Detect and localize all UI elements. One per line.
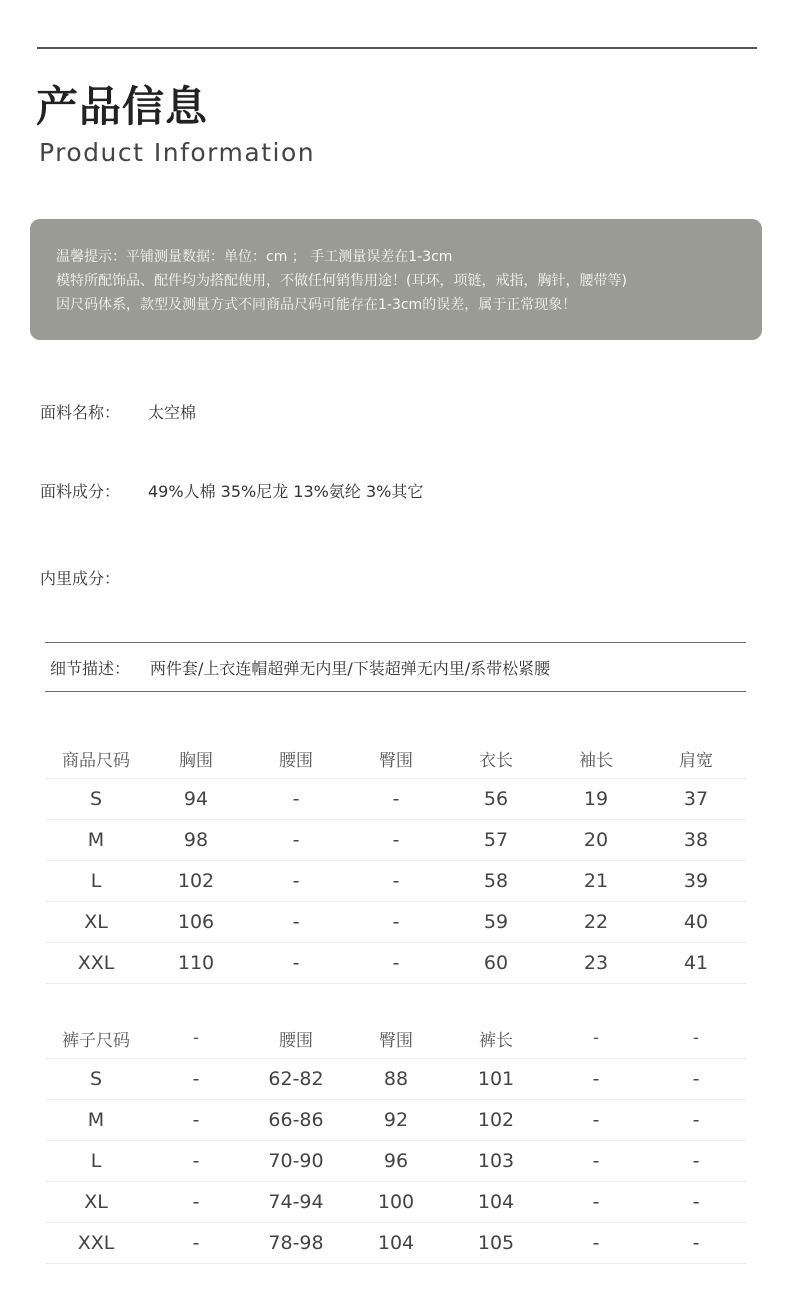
table-cell: 104 [346,1223,446,1264]
table-cell: 39 [646,861,746,902]
table-cell: 106 [146,902,246,943]
table-cell: 62-82 [246,1059,346,1100]
table-cell: 78-98 [246,1223,346,1264]
column-header: 肩宽 [646,738,746,779]
table-cell: - [346,820,446,861]
table-cell: 104 [446,1182,546,1223]
table-cell: 92 [346,1100,446,1141]
table-row [46,1182,746,1223]
table-cell: XXL [46,943,146,984]
table-row [46,1141,746,1182]
table-row [46,779,746,820]
table-cell: - [146,1100,246,1141]
table-cell: - [546,1223,646,1264]
column-header: 胸围 [146,738,246,779]
table-cell: - [546,1059,646,1100]
table-cell: - [346,861,446,902]
table-row [46,943,746,984]
table-cell: L [46,861,146,902]
top-size-table [46,738,746,984]
table-cell: - [146,1059,246,1100]
notice-line: 温馨提示：平铺测量数据：单位：cm ； 手工测量误差在1-3cm [56,249,453,265]
table-cell: - [646,1182,746,1223]
pants-size-table [46,1018,746,1264]
column-header: 裤子尺码 [46,1018,146,1059]
table-cell: 94 [146,779,246,820]
table-cell: - [546,1182,646,1223]
table-row [46,1223,746,1264]
table-row [46,861,746,902]
column-header: - [546,1018,646,1059]
table-cell: XL [46,1182,146,1223]
fabric-composition-value: 49%人棉 35%尼龙 13%氨纶 3%其它 [148,482,424,501]
table-cell: - [246,861,346,902]
fabric-name-value: 太空棉 [148,403,197,422]
table-cell: - [546,1141,646,1182]
top-divider [37,47,757,49]
table-row [46,820,746,861]
column-header: 袖长 [546,738,646,779]
table-cell: 88 [346,1059,446,1100]
table-cell: - [346,902,446,943]
table-header-row [46,738,746,779]
table-cell: - [646,1059,746,1100]
table-cell: 102 [446,1100,546,1141]
table-row [46,902,746,943]
table-cell: 20 [546,820,646,861]
table-cell: M [46,1100,146,1141]
column-header: 商品尺码 [46,738,146,779]
notice-box [30,219,762,340]
table-cell: 23 [546,943,646,984]
table-cell: 58 [446,861,546,902]
table-cell: - [346,943,446,984]
table-cell: - [146,1141,246,1182]
table-cell: 98 [146,820,246,861]
table-cell: 74-94 [246,1182,346,1223]
table-cell: 21 [546,861,646,902]
page-subtitle: Product Information [39,138,316,167]
column-header: 腰围 [246,738,346,779]
column-header: - [646,1018,746,1059]
table-cell: 103 [446,1141,546,1182]
page-title: 产品信息 [36,82,209,131]
table-cell: - [246,902,346,943]
table-cell: 57 [446,820,546,861]
notice-line: 模特所配饰品、配件均为搭配使用，不做任何销售用途！(耳环，项链，戒指，胸针，腰带等) [56,273,627,289]
column-header: 裤长 [446,1018,546,1059]
table-cell: - [146,1182,246,1223]
fabric-composition-row [40,479,423,502]
details-bottom-divider [45,691,746,692]
table-cell: 59 [446,902,546,943]
column-header: 臀围 [346,738,446,779]
table-row [46,1059,746,1100]
table-row [46,1100,746,1141]
table-cell: - [146,1223,246,1264]
column-header: 衣长 [446,738,546,779]
table-cell: - [246,943,346,984]
lining-label: 内里成分： [40,569,121,588]
table-cell: XXL [46,1223,146,1264]
details-top-divider [45,642,746,643]
table-cell: 101 [446,1059,546,1100]
column-header: 臀围 [346,1018,446,1059]
table-cell: S [46,1059,146,1100]
table-cell: - [646,1223,746,1264]
details-label: 细节描述： [50,659,131,678]
table-cell: - [546,1100,646,1141]
table-cell: 19 [546,779,646,820]
fabric-name-label: 面料名称： [40,403,121,422]
table-cell: 37 [646,779,746,820]
table-cell: 110 [146,943,246,984]
table-cell: 60 [446,943,546,984]
table-cell: - [646,1141,746,1182]
lining-row [40,566,148,589]
fabric-composition-label: 面料成分： [40,482,121,501]
table-cell: 41 [646,943,746,984]
notice-line: 因尺码体系，款型及测量方式不同商品尺码可能存在1-3cm的误差，属于正常现象！ [56,297,577,313]
table-cell: 70-90 [246,1141,346,1182]
table-cell: S [46,779,146,820]
table-cell: 40 [646,902,746,943]
table-cell: 22 [546,902,646,943]
details-row [50,656,550,679]
column-header: - [146,1018,246,1059]
table-cell: XL [46,902,146,943]
column-header: 腰围 [246,1018,346,1059]
table-cell: M [46,820,146,861]
table-cell: - [246,779,346,820]
table-cell: 96 [346,1141,446,1182]
table-cell: - [246,820,346,861]
table-cell: - [346,779,446,820]
table-cell: 38 [646,820,746,861]
details-value: 两件套/上衣连帽超弹无内里/下装超弹无内里/系带松紧腰 [150,659,551,678]
table-cell: 100 [346,1182,446,1223]
table-header-row [46,1018,746,1059]
table-cell: 56 [446,779,546,820]
table-cell: 66-86 [246,1100,346,1141]
table-cell: - [646,1100,746,1141]
table-cell: 102 [146,861,246,902]
fabric-name-row [40,400,196,423]
table-cell: 105 [446,1223,546,1264]
table-cell: L [46,1141,146,1182]
